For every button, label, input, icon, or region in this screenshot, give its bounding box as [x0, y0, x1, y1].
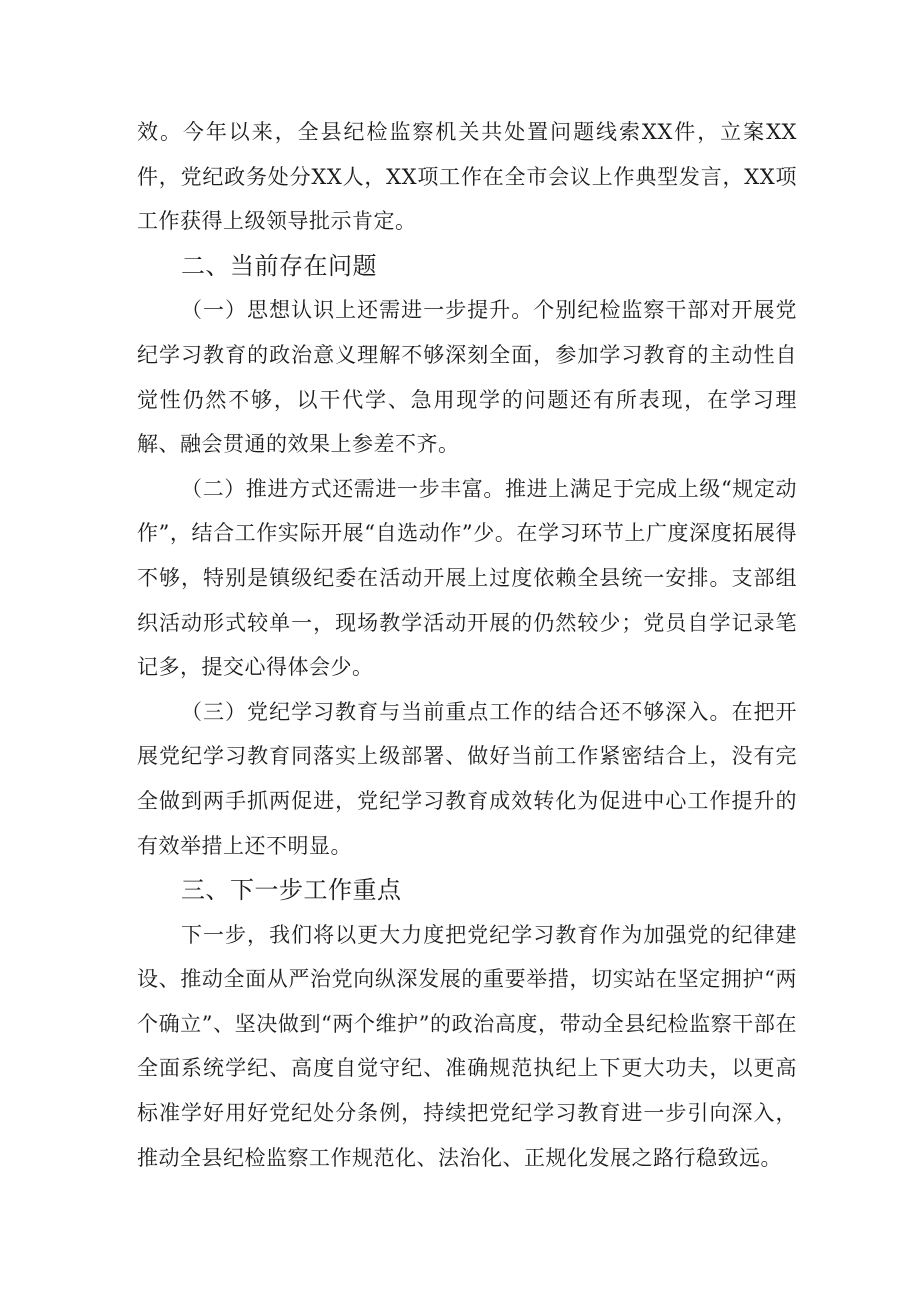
paragraph-problem-1: （一）思想认识上还需进一步提升。个别纪检监察干部对开展党纪学习教育的政治意义理解不够深刻全面，参加学习教育的主动性自觉性仍然不够，以干代学、急用现学的问题还有所表现，在学习理解、融会贯通的效果上参差不齐。	[137, 298, 797, 457]
paragraph-next-steps: 下一步，我们将以更大力度把党纪学习教育作为加强党的纪律建设、推动全面从严治党向纵深发展的重要举措，切实站在坚定拥护“两个确立”、坚决做到“两个维护”的政治高度，带动全县纪检监察干部在全面系统学纪、高度自觉守纪、准确规范执纪上下更大功夫，以更高标准学好用好党纪处分条例，持续把党纪学习教育进一步引向深入，推动全县纪检监察工作规范化、法治化、正规化发展之路行稳致远。	[137, 922, 797, 1170]
section-heading-current-problems: 二、当前存在问题	[181, 251, 377, 280]
section-heading-next-steps: 三、下一步工作重点	[181, 876, 402, 905]
paragraph-intro-tail: 效。今年以来，全县纪检监察机关共处置问题线索XX件，立案XX件，党纪政务处分XX人，XX项工作在全市会议上作典型发言，XX项工作获得上级领导批示肯定。	[137, 120, 797, 234]
paragraph-problem-2: （二）推进方式还需进一步丰富。推进上满足于完成上级“规定动作”，结合工作实际开展“自选动作”少。在学习环节上广度深度拓展得不够，特别是镇级纪委在活动开展上过度依赖全县统一安排。支部组织活动形式较单一，现场教学活动开展的仍然较少；党员自学记录笔记多，提交心得体会少。	[137, 476, 797, 680]
document-body	[137, 110, 797, 1180]
paragraph-problem-3: （三）党纪学习教育与当前重点工作的结合还不够深入。在把开展党纪学习教育同落实上级部署、做好当前工作紧密结合上，没有完全做到两手抓两促进，党纪学习教育成效转化为促进中心工作提升的有效举措上还不明显。	[137, 699, 797, 858]
